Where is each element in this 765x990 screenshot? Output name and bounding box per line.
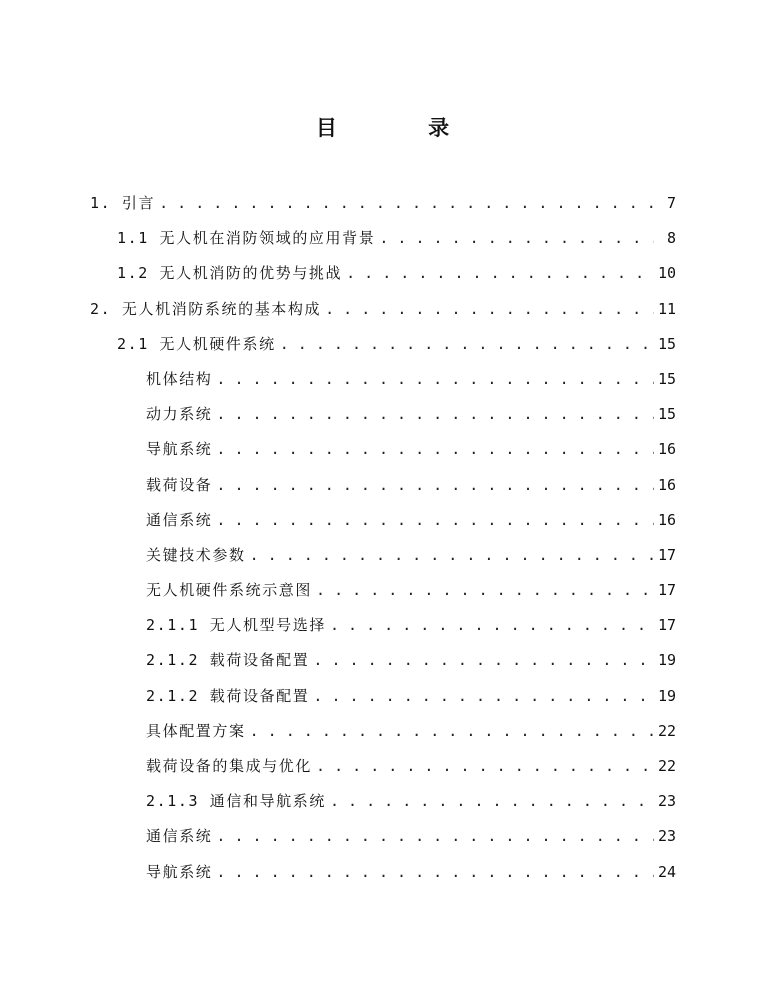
- toc-entry[interactable]: [90, 503, 676, 538]
- dot-leader: [216, 503, 654, 538]
- toc-entry[interactable]: [90, 749, 676, 784]
- toc-entry[interactable]: [90, 397, 676, 432]
- dot-leader: [316, 573, 654, 608]
- dot-leader: [216, 362, 654, 397]
- toc-page-number: 10: [657, 264, 676, 283]
- toc-page-number: 7: [666, 194, 676, 212]
- toc-entry[interactable]: [90, 292, 676, 327]
- toc-entry[interactable]: [90, 714, 676, 749]
- toc-entry-text: 2.1 无人机硬件系统: [117, 334, 276, 353]
- toc-entry[interactable]: [90, 643, 676, 678]
- toc-entry-text: 2.1.2 载荷设备配置: [146, 686, 310, 705]
- toc-page-number: 22: [657, 757, 676, 775]
- toc-entry-text: 导航系统: [146, 862, 213, 881]
- dot-leader: [330, 784, 654, 819]
- toc-entry[interactable]: [90, 784, 676, 819]
- toc-entry-text: 2.1.1 无人机型号选择: [146, 616, 326, 635]
- dot-leader: [379, 221, 654, 256]
- toc-entry-text: 无人机硬件系统示意图: [146, 581, 313, 600]
- toc-page-number: 16: [657, 475, 676, 494]
- toc-page-number: 15: [657, 405, 676, 424]
- toc-page-number: 8: [666, 229, 676, 248]
- toc-entry-text: 通信系统: [146, 510, 213, 529]
- table-of-contents: [90, 186, 676, 890]
- toc-entry[interactable]: [90, 608, 676, 643]
- dot-leader: [159, 186, 654, 221]
- toc-entry-text: 机体结构: [146, 369, 213, 388]
- toc-entry[interactable]: [90, 221, 676, 256]
- dot-leader: [216, 397, 654, 432]
- toc-entry[interactable]: [90, 327, 676, 362]
- toc-entry-text: 2.1.3 通信和导航系统: [146, 792, 326, 811]
- toc-page-number: 17: [657, 581, 676, 600]
- toc-entry[interactable]: [90, 468, 676, 503]
- toc-page-number: 15: [657, 334, 676, 353]
- dot-leader: [280, 327, 654, 362]
- dot-leader: [216, 432, 654, 467]
- dot-leader: [250, 538, 654, 573]
- toc-title: 目 录: [315, 116, 492, 140]
- dot-leader: [330, 608, 654, 643]
- toc-entry-text: 1.2 无人机消防的优势与挑战: [117, 264, 343, 283]
- dot-leader: [325, 292, 654, 327]
- dot-leader: [216, 468, 654, 503]
- toc-entry-text: 载荷设备的集成与优化: [146, 757, 313, 775]
- toc-entry[interactable]: [90, 855, 676, 890]
- toc-page-number: 17: [657, 616, 676, 635]
- toc-entry-text: 1.1 无人机在消防领域的应用背景: [117, 229, 376, 248]
- toc-page-number: 17: [657, 545, 676, 564]
- dot-leader: [216, 819, 654, 854]
- toc-entry-text: 通信系统: [146, 827, 213, 846]
- toc-entry[interactable]: [90, 538, 676, 573]
- toc-entry-text: 2. 无人机消防系统的基本构成: [90, 299, 322, 318]
- dot-leader: [316, 749, 654, 784]
- toc-page-number: 23: [657, 792, 676, 811]
- toc-page-number: 23: [657, 827, 676, 846]
- toc-entry-text: 2.1.2 载荷设备配置: [146, 651, 310, 670]
- toc-entry[interactable]: [90, 432, 676, 467]
- dot-leader: [250, 714, 654, 749]
- toc-page-number: 24: [657, 862, 676, 881]
- dot-leader: [216, 855, 654, 890]
- toc-entry[interactable]: [90, 186, 676, 221]
- toc-page-number: 22: [657, 721, 676, 740]
- toc-entry-text: 载荷设备: [146, 475, 213, 494]
- toc-entry[interactable]: [90, 573, 676, 608]
- toc-entry[interactable]: [90, 819, 676, 854]
- toc-page-number: 11: [657, 299, 676, 318]
- toc-entry[interactable]: [90, 362, 676, 397]
- toc-entry-text: 导航系统: [146, 440, 213, 459]
- toc-page-number: 16: [657, 510, 676, 529]
- toc-page-number: 16: [657, 440, 676, 459]
- toc-entry-text: 动力系统: [146, 405, 213, 424]
- toc-page-number: 19: [657, 651, 676, 670]
- toc-page-number: 15: [657, 369, 676, 388]
- dot-leader: [313, 679, 654, 714]
- toc-page-number: 19: [657, 686, 676, 705]
- toc-entry-text: 1. 引言: [90, 194, 156, 212]
- toc-entry-text: 具体配置方案: [146, 721, 246, 740]
- toc-entry-text: 关键技术参数: [146, 545, 246, 564]
- toc-entry[interactable]: [90, 679, 676, 714]
- dot-leader: [346, 256, 654, 291]
- dot-leader: [313, 643, 654, 678]
- toc-entry[interactable]: [90, 256, 676, 291]
